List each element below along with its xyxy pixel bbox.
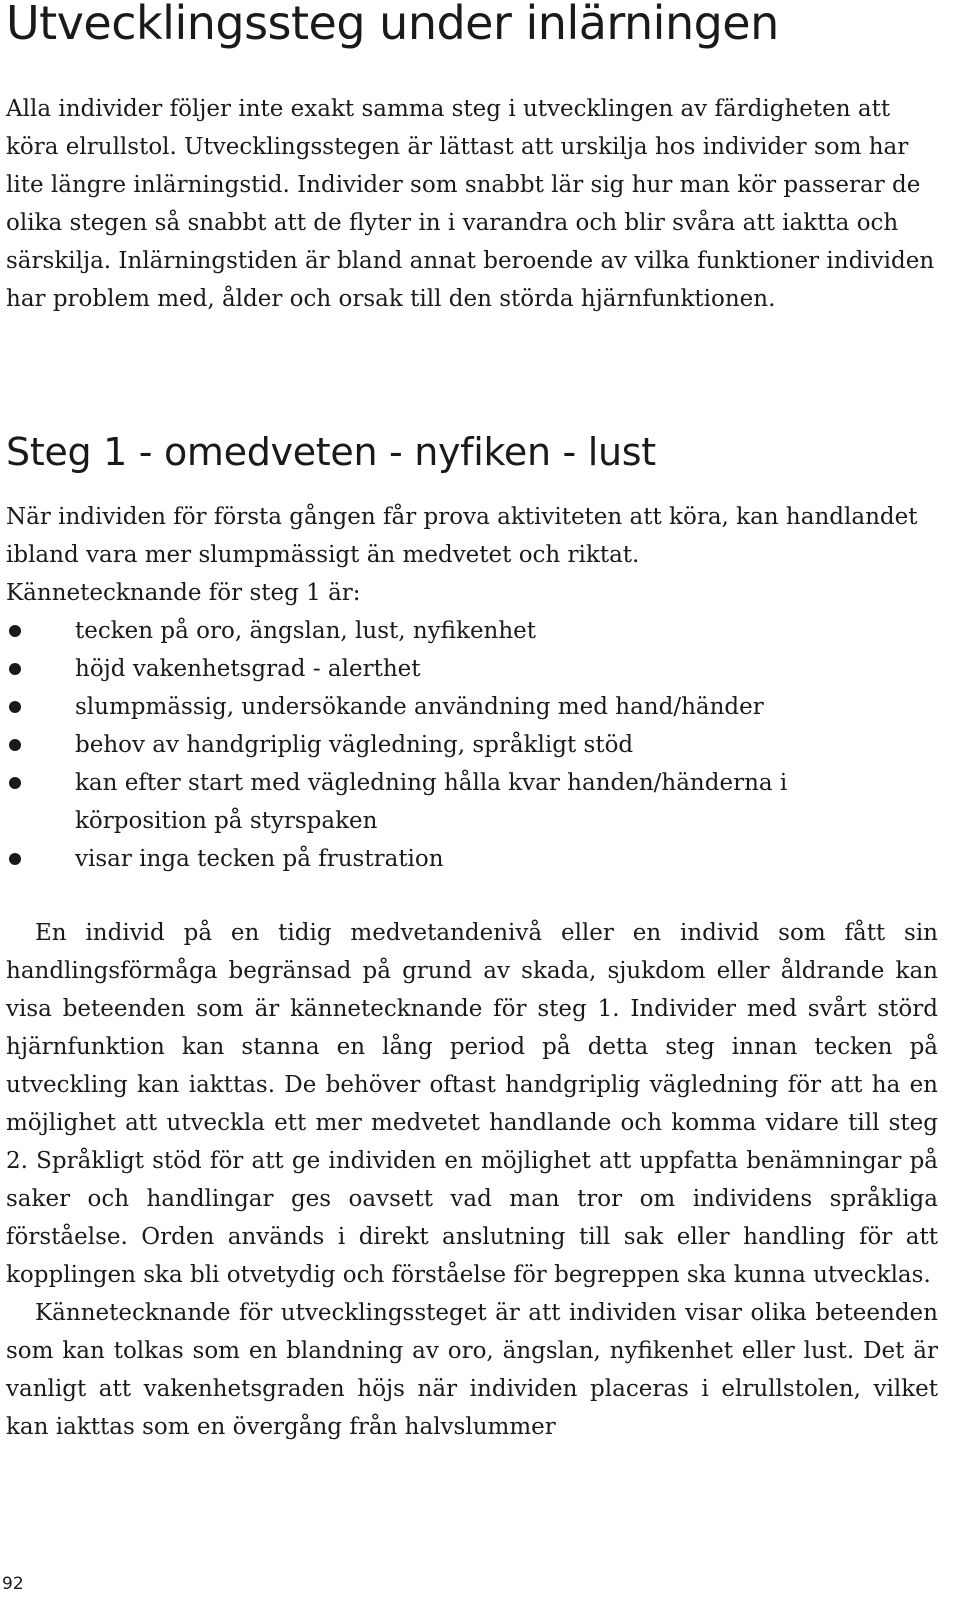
intro-paragraph: Alla individer följer inte exakt samma steg i utvecklingen av färdigheten att köra elrullstol. Utvecklingsstegen är lättast att urskilja hos individer som har lite längre inlärningstid. Individer som snabbt lär sig hur man kör passerar de olika stegen så snabbt att de flyter in i varandra och blir svåra att iaktta och särskilja. Inlärningstiden är bland annat beroende av vilka funktioner individen har problem med, ålder och orsak till den störda hjärnfunktionen. [6,96,935,312]
body-paragraph: Kännetecknande för utvecklingssteget är att individen visar olika beteenden som kan tolkas som en blandning av oro, ängslan, nyfikenhet eller lust. Det är vanligt att vakenhetsgraden höjs när individen placeras i elrullstolen, vilket kan iakttas som en övergång från halvslummer [6,1300,938,1440]
list-item [6,726,906,764]
body-paragraph: En individ på en tidig medvetandenivå eller en individ som fått sin handlingsförmåga begränsad på grund av skada, sjukdom eller åldrande kan visa beteenden som är kännetecknande för steg 1. Individer med svårt störd hjärnfunktion kan stanna en lång period på detta steg innan tecken på utveckling kan iakttas. De behöver oftast handgriplig vägledning för att ha en möjlighet att utveckla ett mer medvetet handlande och komma vidare till steg 2. Språkligt stöd för att ge individen en möjlighet att uppfatta benämningar på saker och handlingar ges oavsett vad man tror om individens språkliga förståelse. Orden används i direkt anslutning till sak eller handling för att kopplingen ska bli otvetydig och förståelse för begreppen ska kunna utvecklas. [6,920,938,1288]
list-item [6,840,906,878]
bullet-icon [9,739,21,751]
section-intro-paragraph: När individen för första gången får prova aktiviteten att köra, kan handlandet ibland vara mer slumpmässigt än medvetet och riktat. [6,504,918,568]
section-heading: Steg 1 - omedveten - nyfiken - lust [6,430,656,474]
body-text [6,914,938,1446]
list-item-text: behov av handgriplig vägledning, språkligt stöd [75,732,634,758]
list-item-text: visar inga tecken på frustration [75,846,444,872]
list-item-text: kan efter start med vägledning hålla kvar handen/händerna i körposition på styrspaken [75,770,788,834]
page-number: 92 [2,1574,24,1594]
list-item [6,612,906,650]
list-item-text: tecken på oro, ängslan, lust, nyfikenhet [75,618,537,644]
page-title: Utvecklingssteg under inlärningen [6,0,779,50]
bullet-icon [9,853,21,865]
bullet-icon [9,777,21,789]
bullet-icon [9,625,21,637]
characteristics-lead: Kännetecknande för steg 1 är: [6,580,361,606]
list-item-text: höjd vakenhetsgrad - alerthet [75,656,421,682]
characteristics-list [6,612,906,878]
bullet-icon [9,701,21,713]
list-item-text: slumpmässig, undersökande användning med hand/händer [75,694,764,720]
list-item [6,688,906,726]
list-item [6,764,906,840]
list-item [6,650,906,688]
bullet-icon [9,663,21,675]
